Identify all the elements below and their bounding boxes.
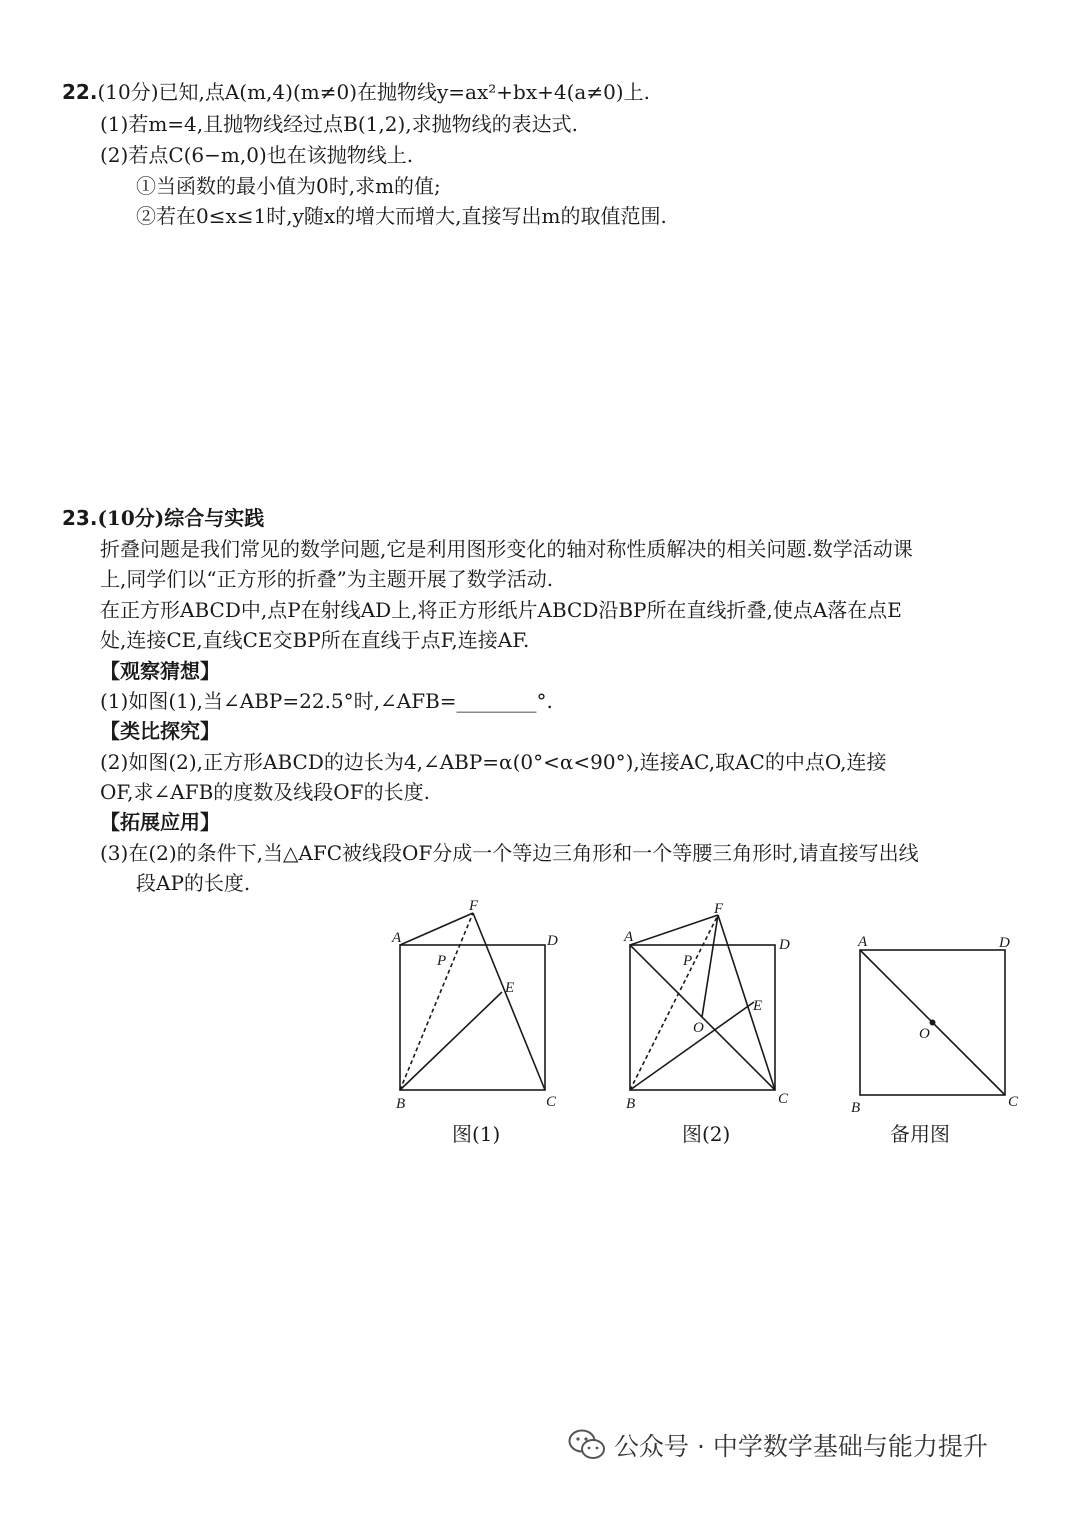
label-f: F	[469, 898, 479, 914]
q22-stem: (10分)已知,点A(m,4)(m≠0)在抛物线y=ax²+bx+4(a≠0)上.	[97, 80, 650, 104]
wechat-icon	[568, 1428, 606, 1462]
figure-2-diagram	[615, 895, 800, 1115]
label-a: A	[858, 934, 868, 950]
q22-sub2: ②若在0≤x≤1时,y随x的增大而增大,直接写出m的取值范围.	[136, 204, 667, 228]
figure-spare	[845, 895, 1035, 1119]
label-c: C	[1008, 1094, 1019, 1110]
label-f: F	[714, 901, 724, 917]
label-b: B	[851, 1100, 861, 1115]
figure-2-caption: 图(2)	[682, 1122, 731, 1146]
label-b: B	[626, 1096, 636, 1112]
q23-part3-line1: (3)在(2)的条件下,当△AFC被线段OF分成一个等边三角形和一个等腰三角形时,请直接写出线	[100, 841, 919, 865]
q23-section-extend: 【拓展应用】	[100, 810, 220, 834]
label-a: A	[624, 929, 634, 945]
diagonal-ac	[630, 945, 775, 1090]
figure-spare-caption: 备用图	[890, 1122, 950, 1146]
label-p: P	[683, 953, 693, 969]
label-d: D	[779, 937, 790, 953]
figure-2	[615, 895, 800, 1119]
q23-intro3: 在正方形ABCD中,点P在射线AD上,将正方形纸片ABCD沿BP所在直线折叠,使点A落在点E	[100, 598, 902, 622]
label-e: E	[753, 998, 763, 1014]
q23-part2-line2: OF,求∠AFB的度数及线段OF的长度.	[100, 780, 430, 804]
q23-number: 23.	[62, 506, 98, 530]
label-o: O	[693, 1020, 704, 1036]
segment-be	[400, 992, 502, 1090]
label-e: E	[505, 980, 515, 996]
q22-part2: (2)若点C(6−m,0)也在该抛物线上.	[100, 143, 414, 167]
figure-1-caption: 图(1)	[452, 1122, 501, 1146]
segment-be	[630, 1002, 754, 1090]
figure-1	[385, 895, 570, 1119]
footer-watermark	[568, 1425, 988, 1465]
label-o: O	[919, 1026, 930, 1042]
label-d: D	[999, 935, 1010, 951]
q23-intro4: 处,连接CE,直线CE交BP所在直线于点F,连接AF.	[100, 628, 530, 652]
label-a: A	[392, 930, 402, 946]
q22-stem-line	[62, 80, 650, 104]
label-b: B	[396, 1096, 406, 1112]
label-c: C	[778, 1091, 789, 1107]
q23-intro2: 上,同学们以“正方形的折叠”为主题开展了数学活动.	[100, 567, 554, 591]
q23-section-analogy: 【类比探究】	[100, 719, 220, 743]
segment-af	[630, 915, 718, 945]
q23-intro1: 折叠问题是我们常见的数学问题,它是利用图形变化的轴对称性质解决的相关问题.数学活动课	[100, 537, 913, 561]
label-d: D	[547, 933, 558, 949]
figure-1-diagram	[385, 895, 570, 1115]
q23-part1: (1)如图(1),当∠ABP=22.5°时,∠AFB=________°.	[100, 689, 553, 713]
segment-fc	[473, 913, 545, 1090]
label-c: C	[546, 1094, 557, 1110]
footer-text: 公众号 · 中学数学基础与能力提升	[614, 1432, 988, 1461]
label-p: P	[437, 953, 447, 969]
q22-sub1: ①当函数的最小值为0时,求m的值;	[136, 174, 441, 198]
q23-part2-line1: (2)如图(2),正方形ABCD的边长为4,∠ABP=α(0°<α<90°),连接AC,取AC的中点O,连接	[100, 750, 887, 774]
q23-heading-line	[62, 506, 264, 530]
q22-part1: (1)若m=4,且抛物线经过点B(1,2),求抛物线的表达式.	[100, 112, 578, 136]
midpoint-o-dot	[930, 1020, 936, 1026]
q23-heading: (10分)综合与实践	[97, 506, 265, 530]
figure-spare-diagram	[845, 895, 1035, 1115]
q22-number: 22.	[62, 80, 98, 104]
segment-fc	[718, 915, 775, 1090]
q23-section-observe: 【观察猜想】	[100, 659, 220, 683]
q23-part3-line2: 段AP的长度.	[136, 871, 251, 895]
